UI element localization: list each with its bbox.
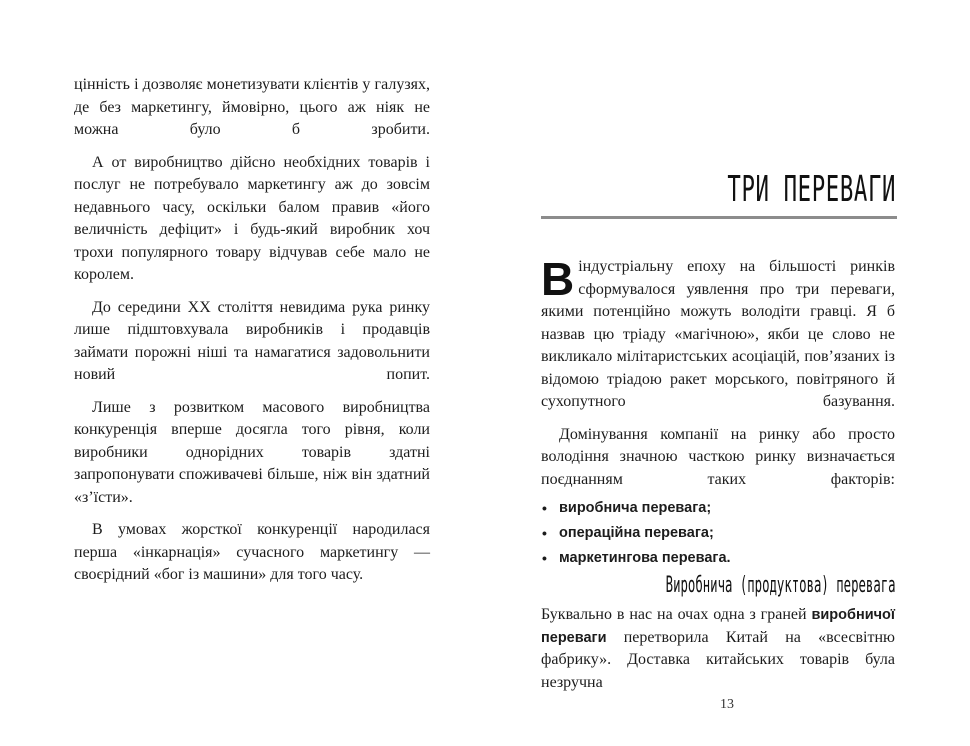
paragraph: До середини XX століття невидима рука ринку лише підштовхувала виробників і продавців займати порожні ніші та намагатися задовольнити новий попит. bbox=[74, 298, 430, 383]
paragraph: Буквально в нас на очах одна з граней виробничої переваги перетворила Китай на «всесвітню фабрику». Доставка китайських товарів була незручна bbox=[541, 606, 895, 691]
left-text-column bbox=[74, 74, 430, 587]
bullet-icon: • bbox=[542, 550, 547, 566]
right-page bbox=[485, 0, 970, 746]
right-text-column bbox=[541, 253, 895, 573]
drop-cap: В bbox=[541, 253, 575, 305]
paragraph: Домінування компанії на ринку або просто володіння значною часткою ринку визначається поєднанням таких факторів: bbox=[541, 425, 895, 488]
intro-paragraph bbox=[541, 253, 895, 414]
bullet-list bbox=[541, 498, 895, 569]
chapter-title: ТРИ ПЕРЕВАГИ bbox=[727, 169, 896, 210]
section-text-column bbox=[541, 604, 895, 694]
bullet-icon: • bbox=[542, 500, 547, 516]
paragraph: цінність і дозволяє монетизувати клієнтів у галузях, де без маркетингу, ймовірно, цього аж ніяк не можна було б зробити. bbox=[74, 76, 430, 138]
page-number: 13 bbox=[720, 697, 734, 712]
paragraph: Лише з розвитком масового виробництва конкуренція вперше досягла того рівня, коли виробники однорідних товарів здатні запропонувати споживачеві більше, ніж він здатний «з’їсти». bbox=[74, 398, 430, 506]
list-item: • операційна перевага; bbox=[559, 523, 895, 544]
bullet-icon: • bbox=[542, 525, 547, 541]
subsection-title: Виробнича (продуктова) перевага bbox=[666, 573, 896, 598]
highlight-term: виробничої переваги bbox=[541, 607, 895, 646]
list-item: • виробнича перевага; bbox=[559, 498, 895, 519]
paragraph: А от виробництво дійсно необхідних товарів і послуг не потребувало маркетингу аж до зовсім недавнього часу, оскільки балом правив «його величність дефіцит» і будь-який виробник хоч трохи популярного товару відчував себе мало не королем. bbox=[74, 153, 430, 283]
paragraph: В умовах жорсткої конкуренції народилася перша «інкарнація» сучасного маркетингу — своєрідний «бог із машини» для того часу. bbox=[74, 521, 430, 583]
list-item: • маркетингова перевага. bbox=[559, 548, 895, 569]
intro-text: індустріальну епоху на більшості ринків сформувалося уявлення про три переваги, якими потенційно можуть володіти гравці. Я б назвав цю тріаду «магічною», якби це слово не викликало мілітаристських асоціацій, пов’язаних із відомою тріадою ракет морського, повітряного й сухопутного базування. bbox=[541, 258, 895, 410]
title-rule bbox=[541, 216, 897, 219]
